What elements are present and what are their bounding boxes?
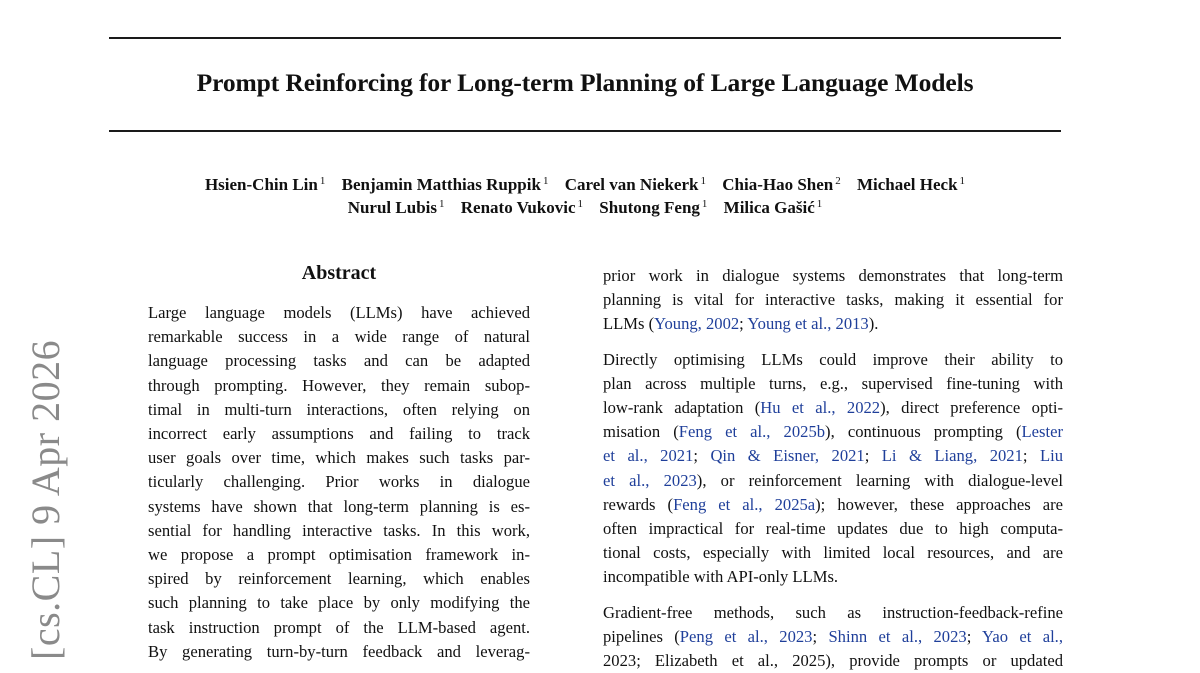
author-list-line-2 [0,198,1170,218]
citation-link[interactable]: Li & Liang, 2021 [881,446,1023,466]
text-line: et al., 2023), or reinforcement learning with dialogue-level [603,470,1064,490]
author: Carel van Niekerk $^1$ [564,175,706,194]
abstract-line: language processing tasks and can be adapted [148,351,530,371]
abstract-line: user goals over time, which makes such tasks par- [148,448,530,468]
author: Renato Vukovic $^1$ [460,198,584,217]
abstract-heading: Abstract [301,262,377,284]
citation-link[interactable]: Peng et al., 2023 [679,626,813,646]
author: Milica Gašić $^1$ [723,198,823,217]
citation-link[interactable]: Qin & Eisner, 2021 [710,446,865,466]
text-line: incompatible with API-only LLMs. [603,567,839,587]
citation-link[interactable]: Young et al., 2013 [747,314,869,334]
abstract-line: we propose a prompt optimisation framework in- [148,545,530,565]
abstract-line: task instruction prompt of the LLM-based agent. [148,617,530,637]
text-line: often impractical for real-time updates due to high computa- [603,519,1063,539]
citation-link[interactable]: Liu [1039,446,1064,466]
abstract-body [148,301,530,664]
title-bottom-rule [109,130,1061,132]
top-rule [109,37,1061,39]
paper-title: Prompt Reinforcing for Long-term Planning of Large Language Models [196,68,974,97]
abstract-line: remarkable success in a wide range of natural [148,327,530,347]
arxiv-side-stamp: [cs.CL] 9 Apr 2026 [23,339,68,660]
text-line: low-rank adaptation (Hu et al., 2022), direct preference opti- [603,398,1063,418]
citation-link[interactable]: Young, 2002 [654,314,740,334]
citation-link[interactable]: Yao et al., [982,626,1063,646]
author: Michael Heck $^1$ [856,175,966,194]
text-line: plan across multiple turns, e.g., supervised fine-tuning with [603,373,1063,393]
author-list-line-1 [0,175,1170,195]
text-line: Directly optimising LLMs could improve their ability to [603,349,1063,369]
intro-paragraph-3 [603,601,1063,673]
intro-paragraph-1 [603,264,1063,337]
text-line: planning is vital for interactive tasks, making it essential for [603,290,1063,310]
citation-link[interactable]: Shinn et al., 2023 [828,626,967,646]
text-line: tional costs, especially with limited local resources, and are [603,543,1063,563]
intro-column [603,264,1063,673]
author: Shutong Feng $^1$ [599,198,708,217]
citation-link[interactable]: Feng et al., 2025a [673,494,816,514]
citation-link[interactable]: et al., 2021 [603,446,694,466]
intro-paragraph-2 [603,348,1063,590]
text-line: rewards (Feng et al., 2025a); however, these approaches are [603,494,1063,514]
abstract-line: through prompting. However, they remain subop- [148,375,530,395]
abstract-line: systems have shown that long-term planning is es- [148,496,530,516]
text-line: LLMs (Young, 2002; Young et al., 2013). [603,314,879,334]
abstract-line: By generating turn-by-turn feedback and leverag- [148,641,530,661]
author: Nurul Lubis $^1$ [347,198,445,217]
text-line: 2023; Elizabeth et al., 2025), provide prompts or updated [603,651,1063,671]
text-line: pipelines (Peng et al., 2023; Shinn et al., 2023; Yao et al., [603,626,1063,646]
author: Hsien-Chin Lin $^1$ [204,175,326,194]
citation-link[interactable]: Lester [1021,422,1063,442]
text-line: et al., 2021; Qin & Eisner, 2021; Li & Liang, 2021; Liu [603,446,1064,466]
author: Benjamin Matthias Ruppik $^1$ [341,175,549,194]
citation-link[interactable]: Hu et al., 2022 [760,398,881,418]
abstract-line: timal in multi-turn interactions, often relying on [148,399,530,419]
author: Chia-Hao Shen $^2$ [722,175,841,194]
abstract-line: spired by reinforcement learning, which enables [148,569,530,589]
abstract-line: Large language models (LLMs) have achieved [148,303,530,322]
abstract-line: ticularly challenging. Prior works in dialogue [148,472,530,492]
text-line: misation (Feng et al., 2025b), continuous prompting (Lester [603,422,1063,442]
citation-link[interactable]: et al., 2023 [603,470,697,490]
text-line: prior work in dialogue systems demonstrates that long-term [603,266,1063,285]
text-line: Gradient-free methods, such as instruction-feedback-refine [603,602,1063,622]
abstract-line: such planning to take place by only modifying the [148,593,530,613]
abstract-line: incorrect early assumptions and failing to track [148,424,530,444]
citation-link[interactable]: Feng et al., 2025b [678,422,826,442]
abstract-line: sential for handling interactive tasks. In this work, [148,520,530,540]
